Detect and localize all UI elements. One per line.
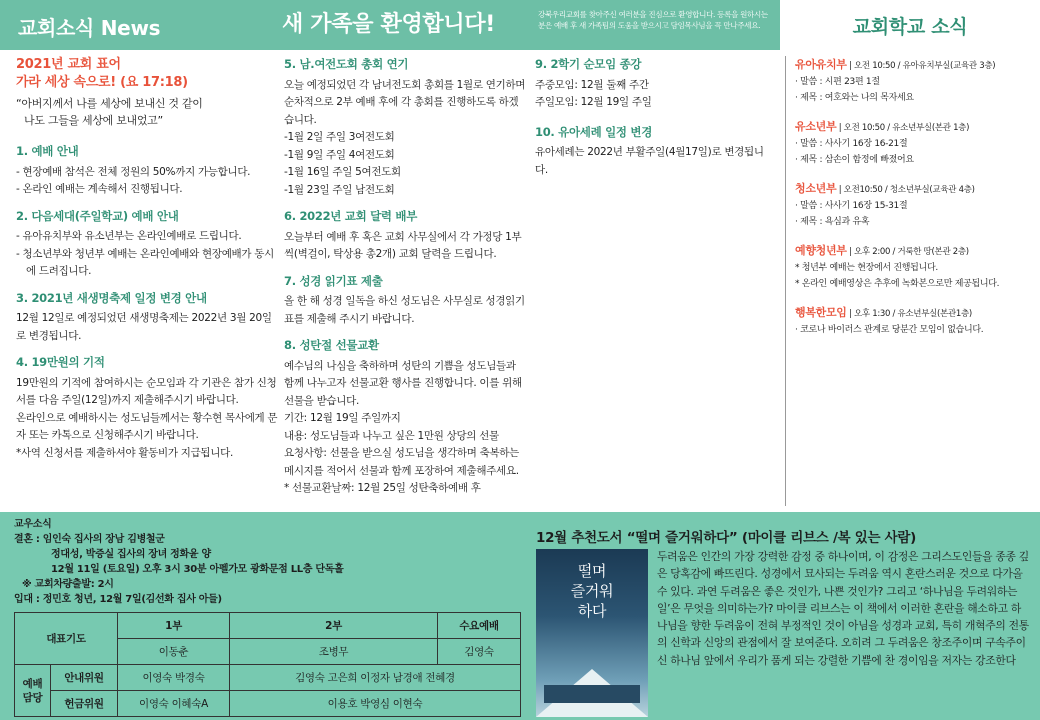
table-cell: 김영숙 — [438, 639, 521, 665]
news-column-2 — [284, 56, 526, 498]
worship-duty-table — [14, 612, 521, 717]
table-row — [15, 613, 521, 639]
section-line: 요청사항: 선물을 받으실 성도님을 생각하며 축복하는 메시지를 적어서 선물과 함께 포장하여 제출해주세요. — [284, 447, 519, 477]
school-news-title: 교회학교 소식 — [780, 0, 1040, 50]
section-line: - 유아유치부와 유소년부는 온라인예배로 드립니다. — [16, 230, 242, 242]
news-column-1 — [16, 56, 278, 462]
table-cell: 이용호 박영심 이현숙 — [230, 691, 521, 717]
section-line: - 청소년부와 청년부 예배는 온라인예배와 현장예배가 동시에 드려집니다. — [16, 247, 274, 277]
department-line: · 제목 : 욕심과 유혹 — [795, 216, 870, 227]
table-row — [15, 665, 521, 691]
school-news-column — [795, 56, 1035, 339]
table-cell: 조병무 — [230, 639, 438, 665]
table-cell: 이동춘 — [118, 639, 230, 665]
bottom-band — [0, 512, 1040, 720]
section-line: -1월 9일 주일 4여전도회 — [284, 148, 395, 161]
department-name: 행복한모임 — [795, 306, 847, 319]
department-line: * 청년부 예배는 현장에서 진행됩니다. — [795, 263, 938, 273]
book-description: 두려움은 인간의 가장 강력한 감정 중 하나이며, 이 감정은 그리스도인들을 종종 깊은 당혹감에 빠뜨린다. 성경에서 묘사되는 두려움 역시 혼란스러운 것으로 다가올 수 있다. 과연 두려움은 좋은 것인가, 나쁜 것인가? 그리고 ‘하나님을 두려워하는 일’은 무엇을 의미하는가? 마이클 리브스는 이 책에서 이러한 혼란을 해소하고 하나님을 향한 두려움이 전혀 부정적인 것이 아님을 성경과 교회, 특히 개혁주의 전통의 신학과 신앙의 관점에서 잘 보여준다. 오히려 그 두려움은 창조주이며 구속주이신 하나님 앞에서 우리가 품게 되는 강렬한 기쁨에 찬 경이임을 저자는 강조한다 — [657, 550, 1029, 667]
section-body: 예수님의 나심을 축하하며 성탄의 기쁨을 성도님들과 함께 나누고자 선물교환 행사를 진행합니다. 이를 위해 선물을 받습니다. — [284, 359, 522, 407]
section-title: 4. 19만원의 기적 — [16, 355, 105, 369]
department-name: 유소년부 — [795, 120, 837, 133]
parish-line: 12월 11일 (토요일) 오후 3시 30분 아펠가모 광화문점 LL층 단독홀 — [51, 564, 344, 575]
table-cell: 이영숙 이혜숙A — [118, 691, 230, 717]
section-body: 유아세례는 2022년 부활주일(4월17일)로 변경됩니다. — [535, 146, 764, 176]
section-line: - 현장예배 참석은 전체 정원의 50%까지 가능합니다. — [16, 165, 251, 178]
table-cell: 이영숙 박경숙 — [118, 665, 230, 691]
section-line: 주일모임: 12월 19일 주일 — [535, 96, 652, 108]
book-cover-image — [536, 549, 648, 717]
department-line: * 온라인 예배영상은 추후에 녹화본으로만 제공됩니다. — [795, 278, 1000, 289]
table-header: 2부 — [230, 613, 438, 639]
section-line: - 온라인 예배는 계속해서 진행됩니다. — [16, 183, 183, 195]
table-cell: 예배 담당 — [15, 665, 51, 717]
motto-quote-line: 나도 그들을 세상에 보내었고” — [24, 114, 163, 127]
department-line: · 말씀 : 사사기 16장 15-31절 — [795, 201, 908, 211]
department-header — [795, 304, 1035, 323]
department-name: 청소년부 — [795, 182, 837, 195]
parish-line: 정대성, 박증실 집사의 장녀 정화윤 양 — [51, 549, 211, 560]
department-block — [795, 180, 1035, 230]
table-header: 수요예배 — [438, 613, 521, 639]
table-cell: 김영숙 고은희 이정자 남경애 전혜경 — [230, 665, 521, 691]
section-line: 기간: 12월 19일 주일까지 — [284, 412, 401, 424]
book-cover-title: 떨며 즐거워 하다 — [570, 562, 614, 620]
department-line: · 말씀 : 사사기 16장 16-21절 — [795, 139, 908, 149]
section-line: * 선물교환날짜: 12월 25일 성탄축하예배 후 — [284, 482, 481, 494]
department-block — [795, 242, 1035, 292]
section-line: -1월 2일 주일 3여전도회 — [284, 131, 395, 143]
book-recommendation-title: 12월 추천도서 “떨며 즐거워하다” (마이클 리브스 /복 있는 사람) — [536, 530, 916, 546]
motto-title: 2021년 교회 표어 — [16, 57, 121, 72]
department-block — [795, 118, 1035, 168]
column-divider — [785, 56, 786, 506]
motto-quote-line: “아버지께서 나를 세상에 보내신 것 같이 — [16, 97, 203, 110]
section-title: 7. 성경 읽기표 제출 — [284, 273, 383, 288]
parish-line: 결혼 : 임인숙 집사의 장남 김병철군 — [14, 534, 165, 545]
news-title: 교회소식 News — [18, 16, 161, 40]
department-info: | 오전10:50 / 청소년부실(교육관 4층) — [836, 185, 975, 195]
section-title: 5. 남.여전도회 총회 연기 — [284, 57, 409, 71]
section-line: -1월 23일 주일 남전도회 — [284, 183, 395, 196]
section-body: *사역 신청서를 제출하셔야 활동비가 지급됩니다. — [16, 446, 233, 459]
motto-quote — [16, 95, 278, 129]
section-body: 올 한 해 성경 일독을 하신 성도님은 사무실로 성경읽기표를 제출해 주시기 바랍니다. — [284, 295, 525, 325]
welcome-title: 새 가족을 환영합니다! — [282, 12, 496, 37]
welcome-note: 강북우리교회를 찾아주신 여러분을 진심으로 환영합니다. 등록을 원하시는 분은 예배 후 새 가족팀의 도움을 받으시고 담임목사님을 꼭 만나주세요. — [538, 10, 768, 30]
department-info: | 오후 1:30 / 유소년부실(본관1층) — [846, 309, 972, 319]
department-info: | 오전 10:50 / 유아유치부실(교육관 3층) — [846, 61, 996, 71]
department-info: | 오전 10:50 / 유소년부실(본관 1층) — [836, 123, 970, 133]
section-title: 1. 예배 안내 — [16, 144, 79, 158]
parish-line: 입대 : 정민호 청년, 12월 7일(김선화 집사 아들) — [14, 594, 222, 605]
section-line: -1월 16일 주일 5여전도회 — [284, 166, 401, 178]
department-line: · 제목 : 여호와는 나의 목자세요 — [795, 92, 914, 103]
section-title: 10. 유아세례 일정 변경 — [535, 124, 653, 139]
department-line: · 코로나 바이러스 관계로 당분간 모임이 없습니다. — [795, 325, 984, 335]
header-band — [0, 0, 780, 50]
section-body: 온라인으로 예배하시는 성도님들께서는 황수현 목사에게 문자 또는 카톡으로 신청해주시기 바랍니다. — [16, 411, 278, 441]
table-header: 1부 — [118, 613, 230, 639]
department-info: | 오후 2:00 / 거룩한 땅(본관 2층) — [846, 247, 969, 257]
table-cell: 안내위원 — [51, 665, 118, 691]
section-title: 2. 다음세대(주일학교) 예배 안내 — [16, 208, 179, 223]
department-line: · 말씀 : 시편 23편 1절 — [795, 77, 880, 87]
section-body: 12월 12일로 예정되었던 새생명축제는 2022년 3월 20일로 변경됩니다. — [16, 312, 272, 342]
department-header — [795, 118, 1035, 137]
section-title: 8. 성탄절 선물교환 — [284, 338, 379, 352]
section-body: 19만원의 기적에 참여하시는 순모임과 각 기관은 참가 신청서를 다음 주일(12일)까지 제출해주시기 바랍니다. — [16, 376, 277, 406]
parish-news — [14, 517, 526, 607]
table-cell: 대표기도 — [15, 613, 118, 665]
section-title: 9. 2학기 순모임 종강 — [535, 57, 642, 71]
department-name: 유아유치부 — [795, 58, 847, 71]
section-line: 내용: 성도님들과 나누고 싶은 1만원 상당의 선물 — [284, 429, 499, 442]
section-body: 오늘부터 예배 후 혹은 교회 사무실에서 각 가정당 1부씩(벽걸이, 탁상용 총2개) 교회 달력을 드립니다. — [284, 230, 522, 260]
section-body: 오늘 예정되었던 각 남녀전도회 총회를 1월로 연기하며 순차적으로 2부 예배 후에 각 총회를 진행하도록 하겠습니다. — [284, 78, 526, 126]
department-block — [795, 56, 1035, 106]
section-title: 3. 2021년 새생명축제 일정 변경 안내 — [16, 290, 207, 305]
book-cover-band — [544, 685, 640, 703]
motto-verse: 가라 세상 속으로! (요 17:18) — [16, 75, 188, 90]
department-header — [795, 56, 1035, 75]
department-line: · 제목 : 삼손이 함정에 빠졌어요 — [795, 154, 914, 165]
table-cell: 헌금위원 — [51, 691, 118, 717]
parish-line: ※ 교회차량출발: 2시 — [22, 579, 114, 590]
department-header — [795, 180, 1035, 199]
department-header — [795, 242, 1035, 261]
section-title: 6. 2022년 교회 달력 배부 — [284, 209, 418, 223]
department-name: 예향청년부 — [795, 244, 847, 257]
news-column-3 — [535, 56, 775, 179]
department-block — [795, 304, 1035, 339]
section-line: 주중모임: 12월 둘째 주간 — [535, 78, 649, 91]
table-row — [15, 691, 521, 717]
parish-news-title: 교우소식 — [14, 519, 52, 530]
